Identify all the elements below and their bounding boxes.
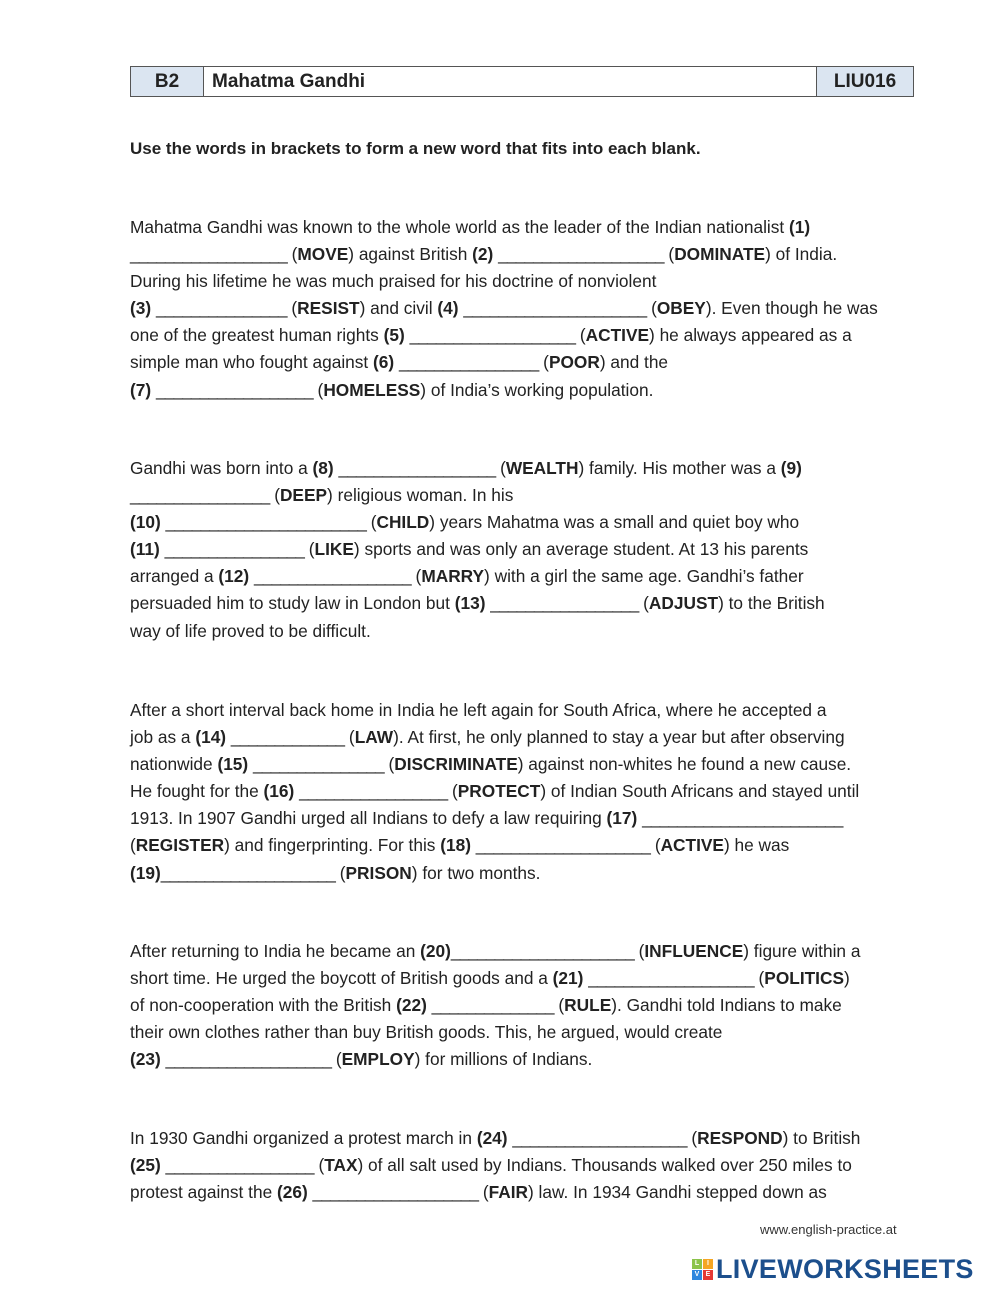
bold-text: CHILD (376, 512, 430, 533)
text: ( (753, 968, 765, 989)
text-line (130, 1152, 920, 1179)
answer-blank[interactable]: ____________________ (160, 862, 335, 883)
text-line (130, 697, 920, 724)
logo-blocks-icon (692, 1259, 713, 1280)
answer-blank[interactable]: ___________________ (409, 325, 576, 346)
text: job as a (130, 727, 196, 748)
text: ) of all salt used by Indians. Thousands walked over 250 miles to (357, 1155, 852, 1176)
text-line (130, 268, 920, 295)
logo-letter-block: I (703, 1259, 713, 1269)
text: Gandhi was born into a (130, 458, 313, 478)
text: short time. He urged the boycott of British goods and a (130, 968, 553, 989)
answer-blank[interactable]: ___________________ (498, 244, 664, 265)
bold-text: OBEY (656, 298, 706, 319)
logo-text: LIVEWORKSHEETS (716, 1254, 974, 1284)
text: ) years Mahatma was a small and quiet boy who (429, 512, 800, 533)
text: ) of Indian South Africans and stayed until (540, 781, 860, 802)
bold-text: (23) (130, 1049, 161, 1070)
text: ( (575, 325, 586, 346)
text: ). Gandhi told Indians to make (611, 995, 842, 1016)
bold-text: ADJUST (648, 593, 719, 614)
text: of non-cooperation with the British (130, 995, 397, 1016)
answer-blank[interactable]: _______________________ (165, 512, 366, 533)
bold-text: DEEP (279, 485, 328, 506)
text-line (130, 832, 920, 859)
answer-blank[interactable]: __________________ (130, 244, 287, 265)
text: arranged a (130, 566, 219, 587)
bold-text: (14) (195, 727, 227, 748)
answer-blank[interactable]: _____________________ (450, 941, 634, 961)
text: ( (495, 458, 506, 478)
answer-blank[interactable]: _______________________ (642, 808, 843, 829)
bold-text: REGISTER (135, 835, 225, 856)
source-url: www.english-practice.at (760, 1222, 897, 1237)
text-line (130, 536, 920, 563)
text: ) sports and was only an average student. At 13 his parents (353, 539, 809, 560)
text-line (130, 241, 920, 268)
text-line (130, 214, 920, 241)
bold-text: (10) (130, 512, 161, 533)
bold-text: ACTIVE (585, 325, 650, 346)
answer-blank[interactable]: ________________ (164, 539, 304, 560)
bold-text: (3) (130, 298, 152, 319)
text: ) family. His mother was a (578, 458, 781, 478)
text: ) of India’s working population. (420, 379, 654, 400)
answer-blank[interactable]: ____________________ (512, 1128, 687, 1148)
text-line (130, 778, 920, 805)
text-line (130, 377, 920, 404)
bold-text: (8) (312, 458, 334, 478)
text-line (130, 509, 920, 536)
text: ) and the (599, 352, 669, 373)
text: ) religious woman. In his (327, 485, 514, 506)
text: ( (303, 539, 315, 560)
text-line (130, 1125, 920, 1152)
text: ( (365, 512, 377, 533)
bold-text: RESIST (297, 298, 360, 319)
answer-blank[interactable]: _____________________ (463, 298, 647, 319)
text-line (130, 751, 920, 778)
bold-text: (6) (373, 352, 395, 373)
text: ( (312, 379, 324, 400)
bold-text: INFLUENCE (644, 941, 744, 961)
text-line (130, 455, 920, 482)
text-line (130, 322, 920, 349)
paragraph-3 (130, 697, 920, 887)
text: ) against British (348, 244, 473, 265)
bold-text: LAW (354, 727, 394, 748)
bold-text: WEALTH (505, 458, 579, 478)
text: ( (269, 485, 280, 506)
text: ) for millions of Indians. (414, 1049, 593, 1070)
text: one of the greatest human rights (130, 325, 384, 346)
text: 1913. In 1907 Gandhi urged all Indians to defy a law requiring (130, 808, 607, 829)
bold-text: (4) (437, 298, 459, 319)
bold-text: RESPOND (697, 1128, 783, 1148)
text-line (130, 590, 920, 617)
bold-text: FAIR (488, 1182, 528, 1203)
text: ( (646, 298, 657, 319)
text: ( (447, 781, 458, 802)
worksheet-header (130, 66, 914, 97)
text: ( (686, 1128, 698, 1148)
paragraph-5 (130, 1125, 920, 1206)
logo-letter-block: E (703, 1270, 713, 1280)
text: ( (344, 727, 355, 748)
logo-letter-block: L (692, 1259, 702, 1269)
answer-blank[interactable]: _________________ (165, 1155, 314, 1176)
text: ( (638, 593, 649, 614)
bold-text: LIKE (314, 539, 354, 560)
text: ( (331, 1049, 342, 1070)
answer-blank[interactable]: ___________________ (165, 1049, 332, 1070)
text: protest against the (130, 1182, 277, 1203)
answer-blank[interactable]: _______________ (155, 298, 287, 319)
bold-text: (22) (396, 995, 427, 1016)
instruction: Use the words in brackets to form a new word that fits into each blank. (130, 139, 701, 158)
text-line (130, 482, 920, 509)
text: ( (650, 835, 661, 856)
answer-blank[interactable]: _____________ (230, 727, 345, 748)
bold-text: TAX (324, 1155, 358, 1176)
bold-text: (18) (440, 835, 471, 856)
text: nationwide (130, 754, 218, 775)
text: ) to British (782, 1128, 861, 1148)
text: ( (383, 754, 395, 775)
text: ). At first, he only planned to stay a year but after observing (393, 727, 845, 748)
text-line (130, 938, 920, 965)
bold-text: (20) (420, 941, 451, 961)
text: During his lifetime he was much praised for his doctrine of nonviolent (130, 271, 657, 292)
paragraph-4 (130, 938, 920, 1073)
answer-blank[interactable]: _________________ (299, 781, 448, 802)
bold-text: (11) (130, 539, 160, 560)
text-line (130, 860, 920, 887)
bold-text: (5) (383, 325, 405, 346)
text: He fought for the (130, 781, 264, 802)
answer-blank[interactable]: __________________ (155, 379, 313, 400)
answer-blank[interactable]: _________________ (490, 593, 639, 614)
bold-text: (17) (606, 808, 638, 829)
bold-text: (13) (454, 593, 486, 614)
bold-text: MOVE (297, 244, 349, 265)
bold-text: MARRY (421, 566, 485, 587)
bold-text: (2) (472, 244, 494, 265)
text: ) to the British (718, 593, 825, 614)
answer-blank[interactable]: ________________ (130, 485, 270, 506)
text: ) with a girl the same age. Gandhi’s father (484, 566, 804, 587)
answer-blank[interactable]: ________________ (398, 352, 539, 373)
answer-blank[interactable]: __________________ (338, 458, 496, 478)
text-line (130, 1046, 920, 1073)
text: ) for two months. (411, 862, 541, 883)
text: ( (663, 244, 675, 265)
text: ) he was (723, 835, 790, 856)
text: Mahatma Gandhi was known to the whole world as the leader of the Indian nationalist (130, 217, 789, 237)
bold-text: ACTIVE (660, 835, 724, 856)
answer-blank[interactable]: ___________________ (312, 1182, 479, 1203)
text: ) and civil (359, 298, 438, 319)
text-line (130, 563, 920, 590)
text: ( (553, 995, 565, 1016)
bold-text: (26) (276, 1182, 308, 1203)
text: After a short interval back home in India he left again for South Africa, where he accepted a (130, 700, 827, 720)
text-line (130, 349, 920, 376)
text: In 1930 Gandhi organized a protest march in (130, 1128, 477, 1148)
text: ( (286, 244, 298, 265)
answer-blank[interactable]: ___________________ (588, 968, 754, 989)
paragraph-1 (130, 214, 920, 404)
text: ) and fingerprinting. For this (224, 835, 441, 856)
bold-text: DISCRIMINATE (394, 754, 518, 775)
text: ) figure within a (743, 941, 861, 961)
bold-text: (12) (218, 566, 250, 587)
text: their own clothes rather than buy British goods. This, he argued, would create (130, 1022, 723, 1043)
text: ). Even though he was (705, 298, 878, 319)
paragraph-2 (130, 455, 920, 645)
text-line (130, 965, 920, 992)
bold-text: (21) (552, 968, 584, 989)
text: ) of India. (765, 244, 838, 265)
text-line (130, 295, 920, 322)
answer-blank[interactable]: ______________ (431, 995, 554, 1016)
bold-text: DOMINATE (674, 244, 766, 265)
answer-blank[interactable]: __________________ (253, 566, 411, 587)
bold-text: HOMELESS (323, 379, 421, 400)
bold-text: POOR (548, 352, 600, 373)
bold-text: (25) (130, 1155, 161, 1176)
answer-blank[interactable]: _______________ (252, 754, 384, 775)
text-line (130, 1179, 920, 1206)
text: ( (313, 1155, 325, 1176)
text: way of life proved to be difficult. (130, 620, 371, 641)
text: ) he always appeared as a (649, 325, 852, 346)
text: ( (334, 862, 346, 883)
bold-text: PRISON (345, 862, 412, 883)
bold-text: (1) (789, 217, 811, 237)
text: simple man who fought against (130, 352, 374, 373)
text: ( (130, 835, 136, 856)
text: ( (286, 298, 298, 319)
bold-text: POLITICS (764, 968, 844, 989)
bold-text: (15) (217, 754, 249, 775)
text-line (130, 805, 920, 832)
bold-text: (24) (476, 1128, 508, 1148)
text-line (130, 1019, 920, 1046)
level-cell: B2 (131, 67, 204, 97)
text: ) (844, 968, 850, 989)
text: ( (633, 941, 645, 961)
bold-text: RULE (564, 995, 612, 1016)
text-line (130, 724, 920, 751)
bold-text: (19) (130, 862, 161, 883)
text: ( (478, 1182, 489, 1203)
title-cell: Mahatma Gandhi (204, 67, 817, 97)
logo-letter-block: V (692, 1270, 702, 1280)
text-line (130, 992, 920, 1019)
text: persuaded him to study law in London but (130, 593, 455, 614)
text: After returning to India he became an (130, 941, 421, 961)
text: ( (538, 352, 549, 373)
text-line (130, 618, 920, 645)
answer-blank[interactable]: ____________________ (475, 835, 651, 856)
code-cell: LIU016 (817, 67, 914, 97)
bold-text: EMPLOY (341, 1049, 415, 1070)
text: ( (410, 566, 422, 587)
text: ) law. In 1934 Gandhi stepped down as (527, 1182, 827, 1203)
bold-text: PROTECT (457, 781, 541, 802)
bold-text: (7) (130, 379, 152, 400)
text: ) against non-whites he found a new cause. (517, 754, 852, 775)
bold-text: (16) (263, 781, 295, 802)
bold-text: (9) (780, 458, 802, 478)
liveworksheets-logo (692, 1254, 974, 1285)
